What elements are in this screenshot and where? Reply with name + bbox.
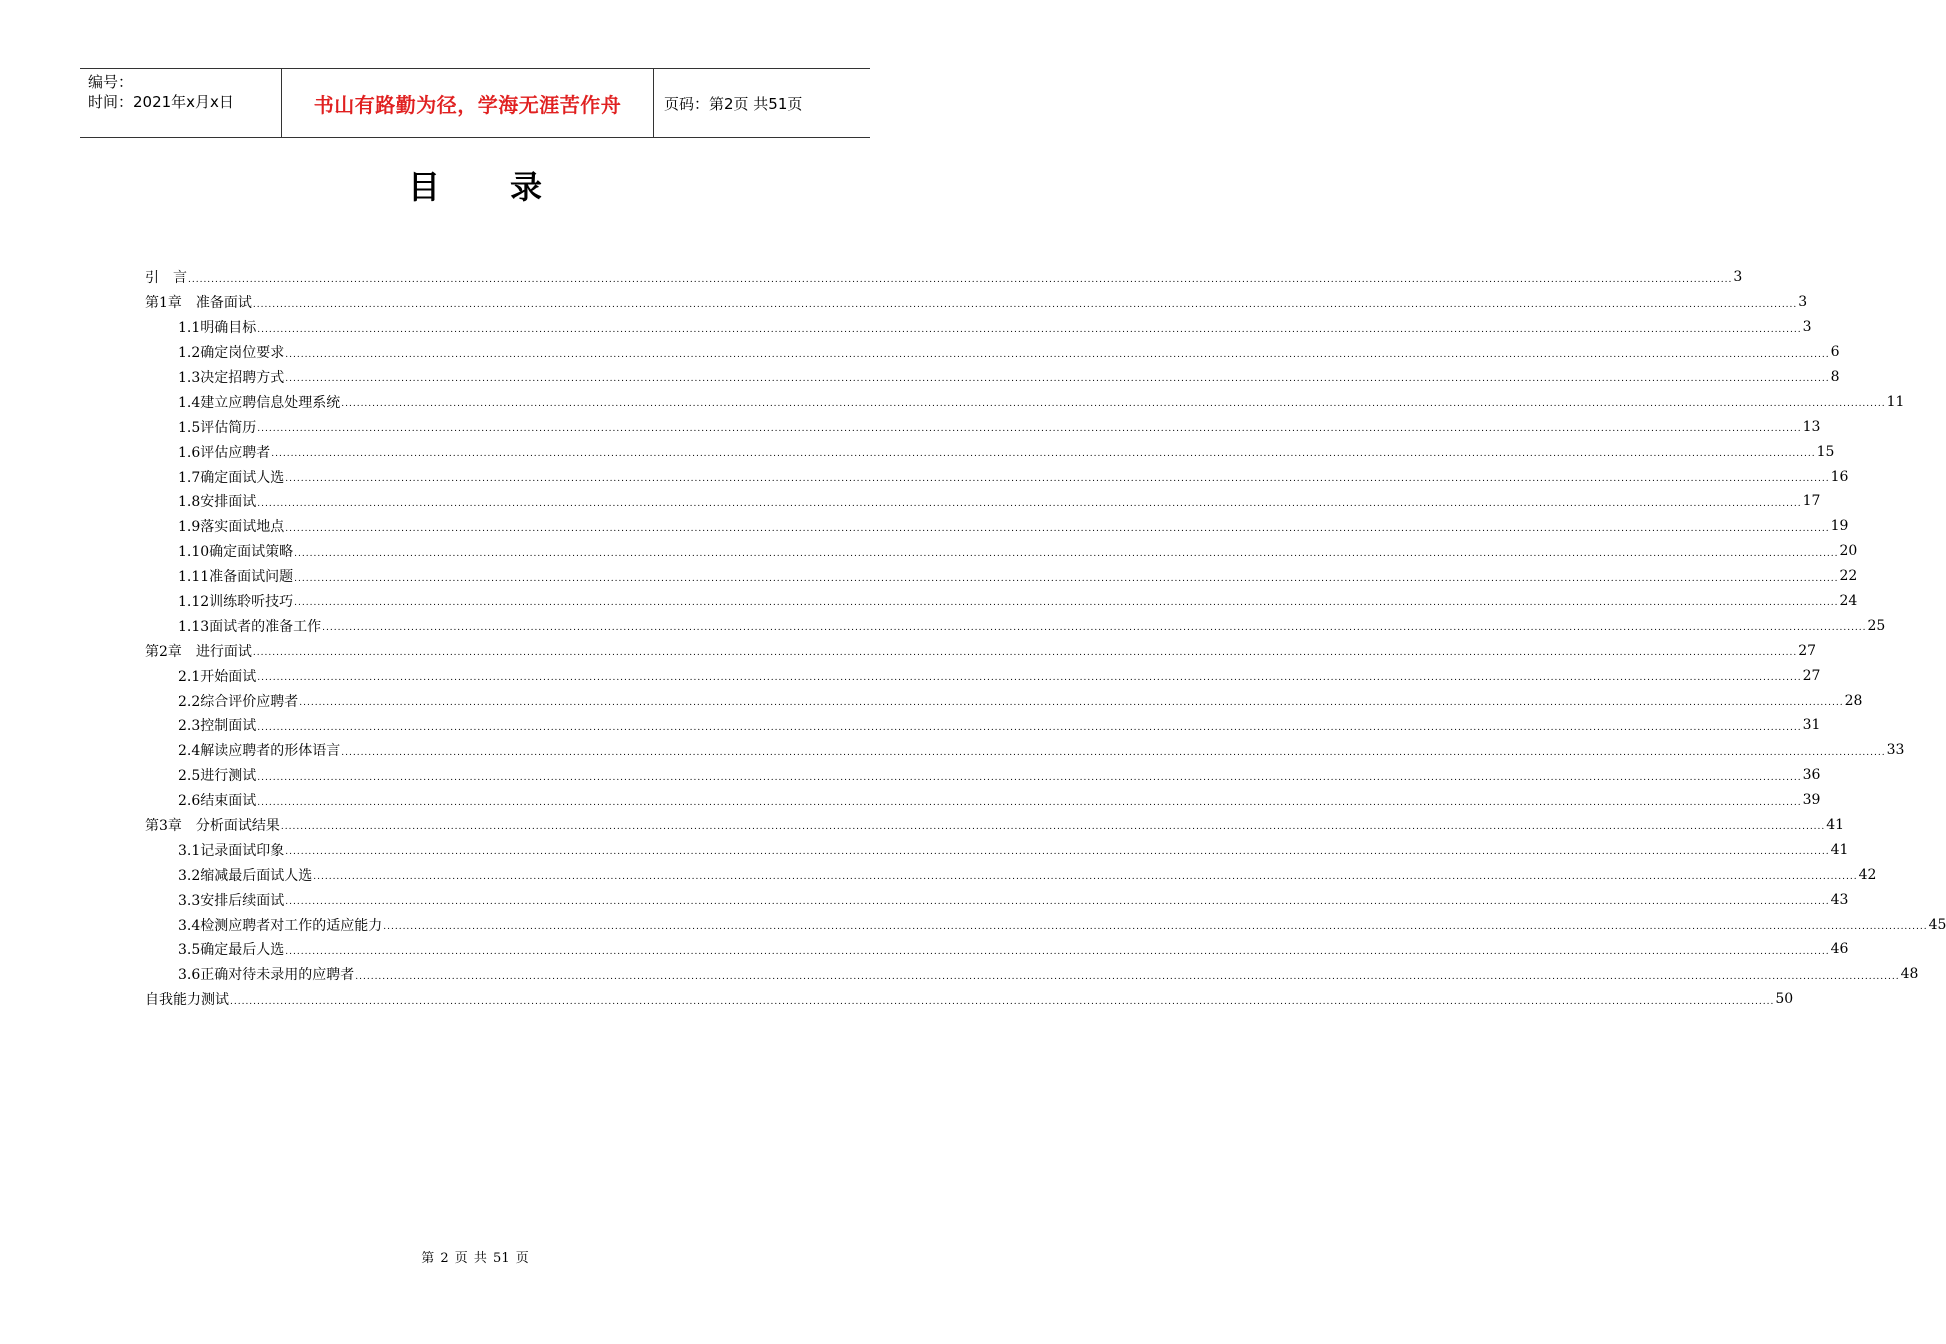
toc-entry-title: 1.6评估应聘者 (178, 444, 271, 461)
toc-entry-page: 46 (1830, 941, 1849, 958)
toc-entry-title: 3.3安排后续面试 (178, 892, 285, 909)
toc-entry[interactable] (145, 962, 1919, 987)
toc-leader-dots: ................................................................................................................................................................................................................................................................................................................................................................................................................ (322, 623, 1867, 634)
page-header (80, 68, 870, 138)
toc-entry[interactable] (145, 439, 1835, 464)
toc-entry[interactable] (145, 589, 1858, 614)
toc-leader-dots: ................................................................................................................................................................................................................................................................................................................................................................................................................ (299, 698, 1844, 709)
toc-entry-page: 16 (1830, 468, 1849, 485)
toc-leader-dots: ................................................................................................................................................................................................................................................................................................................................................................................................................ (341, 747, 1886, 758)
toc-entry-page: 17 (1802, 493, 1821, 510)
toc-entry-title: 3.2缩减最后面试人选 (178, 867, 313, 884)
toc-entry-page: 50 (1775, 991, 1794, 1008)
toc-entry-title: 2.1开始面试 (178, 668, 257, 685)
toc-leader-dots: ................................................................................................................................................................................................................................................................................................................................................................................................................ (285, 349, 1830, 360)
toc-entry[interactable] (145, 365, 1840, 390)
toc-leader-dots: ................................................................................................................................................................................................................................................................................................................................................................................................................ (355, 971, 1900, 982)
header-page-info: 页码：第2页 共51页 (664, 94, 803, 113)
toc-entry-title: 1.12训练聆听技巧 (178, 594, 294, 611)
toc-leader-dots: ................................................................................................................................................................................................................................................................................................................................................................................................................ (280, 822, 1826, 833)
toc-entry[interactable] (145, 564, 1858, 589)
toc-leader-dots: ................................................................................................................................................................................................................................................................................................................................................................................................................ (313, 872, 1858, 883)
toc-entry-page: 15 (1816, 443, 1835, 460)
header-motto: 书山有路勤为径，学海无涯苦作舟 (281, 69, 654, 137)
toc-entry[interactable] (145, 763, 1821, 788)
toc-entry-title: 1.7确定面试人选 (178, 469, 285, 486)
toc-entry[interactable] (145, 937, 1849, 962)
toc-leader-dots: ................................................................................................................................................................................................................................................................................................................................................................................................................ (341, 399, 1886, 410)
toc-entry[interactable] (145, 489, 1821, 514)
toc-entry-title: 1.1明确目标 (178, 320, 257, 337)
toc-entry-title: 自我能力测试 (145, 992, 229, 1009)
toc-entry-page: 3 (1798, 294, 1808, 311)
toc-leader-dots: ................................................................................................................................................................................................................................................................................................................................................................................................................ (285, 523, 1830, 534)
toc-entry-title: 第1章 准备面试 (145, 295, 252, 312)
toc-leader-dots: ................................................................................................................................................................................................................................................................................................................................................................................................................ (257, 424, 1802, 435)
toc-entry-page: 11 (1886, 393, 1905, 410)
toc-entry[interactable] (145, 638, 1817, 663)
toc-entry-page: 28 (1844, 692, 1863, 709)
toc-leader-dots: ................................................................................................................................................................................................................................................................................................................................................................................................................ (383, 922, 1928, 933)
toc-entry-title: 3.5确定最后人选 (178, 942, 285, 959)
toc-entry-title: 1.8安排面试 (178, 494, 257, 511)
toc-leader-dots: ................................................................................................................................................................................................................................................................................................................................................................................................................ (285, 946, 1830, 957)
toc-entry-title: 2.4解读应聘者的形体语言 (178, 743, 341, 760)
toc-entry-title: 1.5评估简历 (178, 419, 257, 436)
toc-entry-page: 27 (1798, 642, 1817, 659)
toc-entry[interactable] (145, 464, 1849, 489)
toc-entry[interactable] (145, 389, 1905, 414)
toc-leader-dots: ................................................................................................................................................................................................................................................................................................................................................................................................................ (257, 673, 1802, 684)
time-label: 时间：2021年x月x日 (88, 93, 234, 111)
toc-leader-dots: ................................................................................................................................................................................................................................................................................................................................................................................................................ (285, 847, 1830, 858)
toc-entry-page: 13 (1802, 418, 1821, 435)
page-footer: 第 2 页 共 51 页 (421, 1251, 529, 1266)
toc-leader-dots: ................................................................................................................................................................................................................................................................................................................................................................................................................ (257, 324, 1802, 335)
toc-entry[interactable] (145, 813, 1845, 838)
toc-entry[interactable] (145, 837, 1849, 862)
toc-entry-title: 1.13面试者的准备工作 (178, 618, 322, 635)
toc-entry-title: 2.2综合评价应聘者 (178, 693, 299, 710)
toc-entry-page: 24 (1839, 593, 1858, 610)
toc-entry-page: 3 (1733, 269, 1743, 286)
toc-entry[interactable] (145, 688, 1863, 713)
toc-entry-title: 1.4建立应聘信息处理系统 (178, 394, 341, 411)
toc-entry[interactable] (145, 539, 1858, 564)
toc-entry-page: 42 (1858, 866, 1877, 883)
toc-entry-page: 3 (1802, 319, 1812, 336)
toc-entry[interactable] (145, 414, 1821, 439)
toc-entry-page: 33 (1886, 742, 1905, 759)
toc-entry[interactable] (145, 290, 1808, 315)
toc-entry-page: 41 (1830, 841, 1849, 858)
toc-entry-page: 20 (1839, 543, 1858, 560)
toc-leader-dots: ................................................................................................................................................................................................................................................................................................................................................................................................................ (257, 498, 1802, 509)
table-of-contents (145, 265, 1946, 1012)
toc-entry-title: 3.6正确对待未录用的应聘者 (178, 967, 355, 984)
number-label: 编号： (88, 73, 134, 91)
toc-entry-page: 48 (1900, 966, 1919, 983)
toc-leader-dots: ................................................................................................................................................................................................................................................................................................................................................................................................................ (252, 648, 1798, 659)
toc-entry-title: 第3章 分析面试结果 (145, 818, 280, 835)
page-title: 目录 (407, 168, 612, 206)
toc-entry-page: 27 (1802, 667, 1821, 684)
toc-leader-dots: ................................................................................................................................................................................................................................................................................................................................................................................................................ (294, 573, 1839, 584)
toc-entry-page: 22 (1839, 568, 1858, 585)
toc-leader-dots: ................................................................................................................................................................................................................................................................................................................................................................................................................ (285, 474, 1830, 485)
toc-entry[interactable] (145, 340, 1840, 365)
toc-leader-dots: ................................................................................................................................................................................................................................................................................................................................................................................................................ (257, 772, 1802, 783)
toc-entry-page: 31 (1802, 717, 1821, 734)
toc-entry-page: 41 (1826, 817, 1845, 834)
toc-entry[interactable] (145, 514, 1849, 539)
toc-entry-title: 2.6结束面试 (178, 793, 257, 810)
toc-entry[interactable] (145, 912, 1946, 937)
toc-leader-dots: ................................................................................................................................................................................................................................................................................................................................................................................................................ (285, 374, 1830, 385)
toc-entry[interactable] (145, 713, 1821, 738)
toc-leader-dots: ................................................................................................................................................................................................................................................................................................................................................................................................................ (257, 722, 1802, 733)
toc-entry-page: 43 (1830, 891, 1849, 908)
toc-entry-page: 45 (1928, 916, 1946, 933)
toc-entry-page: 8 (1830, 369, 1840, 385)
toc-entry-page: 19 (1830, 518, 1849, 535)
toc-entry-title: 1.11准备面试问题 (178, 569, 294, 586)
header-meta (80, 69, 281, 137)
toc-entry-title: 1.10确定面试策略 (178, 544, 294, 561)
toc-entry[interactable] (145, 887, 1849, 912)
toc-entry-page: 39 (1802, 792, 1821, 809)
toc-leader-dots: ................................................................................................................................................................................................................................................................................................................................................................................................................ (294, 548, 1839, 559)
toc-leader-dots: ................................................................................................................................................................................................................................................................................................................................................................................................................ (252, 299, 1798, 310)
toc-leader-dots: ................................................................................................................................................................................................................................................................................................................................................................................................................ (271, 449, 1816, 460)
toc-entry-title: 1.9落实面试地点 (178, 519, 285, 536)
toc-entry-title: 3.4检测应聘者对工作的适应能力 (178, 917, 383, 934)
toc-entry-title: 引 言 (145, 270, 187, 287)
toc-entry-title: 1.3决定招聘方式 (178, 370, 285, 386)
toc-entry[interactable] (145, 315, 1812, 340)
toc-entry-page: 36 (1802, 767, 1821, 784)
toc-entry-title: 1.2确定岗位要求 (178, 345, 285, 362)
toc-leader-dots: ................................................................................................................................................................................................................................................................................................................................................................................................................ (188, 274, 1733, 285)
toc-entry[interactable] (145, 613, 1886, 638)
toc-leader-dots: ................................................................................................................................................................................................................................................................................................................................................................................................................ (285, 897, 1830, 908)
toc-leader-dots: ................................................................................................................................................................................................................................................................................................................................................................................................................ (294, 598, 1839, 609)
toc-entry-title: 3.1记录面试印象 (178, 842, 285, 859)
toc-entry-title: 2.3控制面试 (178, 718, 257, 735)
toc-entry[interactable] (145, 862, 1877, 887)
toc-entry-title: 第2章 进行面试 (145, 643, 252, 660)
toc-entry-title: 2.5进行测试 (178, 768, 257, 785)
toc-entry[interactable] (145, 788, 1821, 813)
toc-leader-dots: ................................................................................................................................................................................................................................................................................................................................................................................................................ (257, 797, 1802, 808)
toc-entry-page: 25 (1867, 617, 1886, 634)
toc-entry[interactable] (145, 738, 1905, 763)
toc-entry-page: 6 (1830, 344, 1840, 361)
toc-entry[interactable] (145, 663, 1821, 688)
toc-leader-dots: ................................................................................................................................................................................................................................................................................................................................................................................................................ (230, 996, 1775, 1007)
toc-entry[interactable] (145, 265, 1743, 290)
toc-entry[interactable] (145, 987, 1794, 1012)
